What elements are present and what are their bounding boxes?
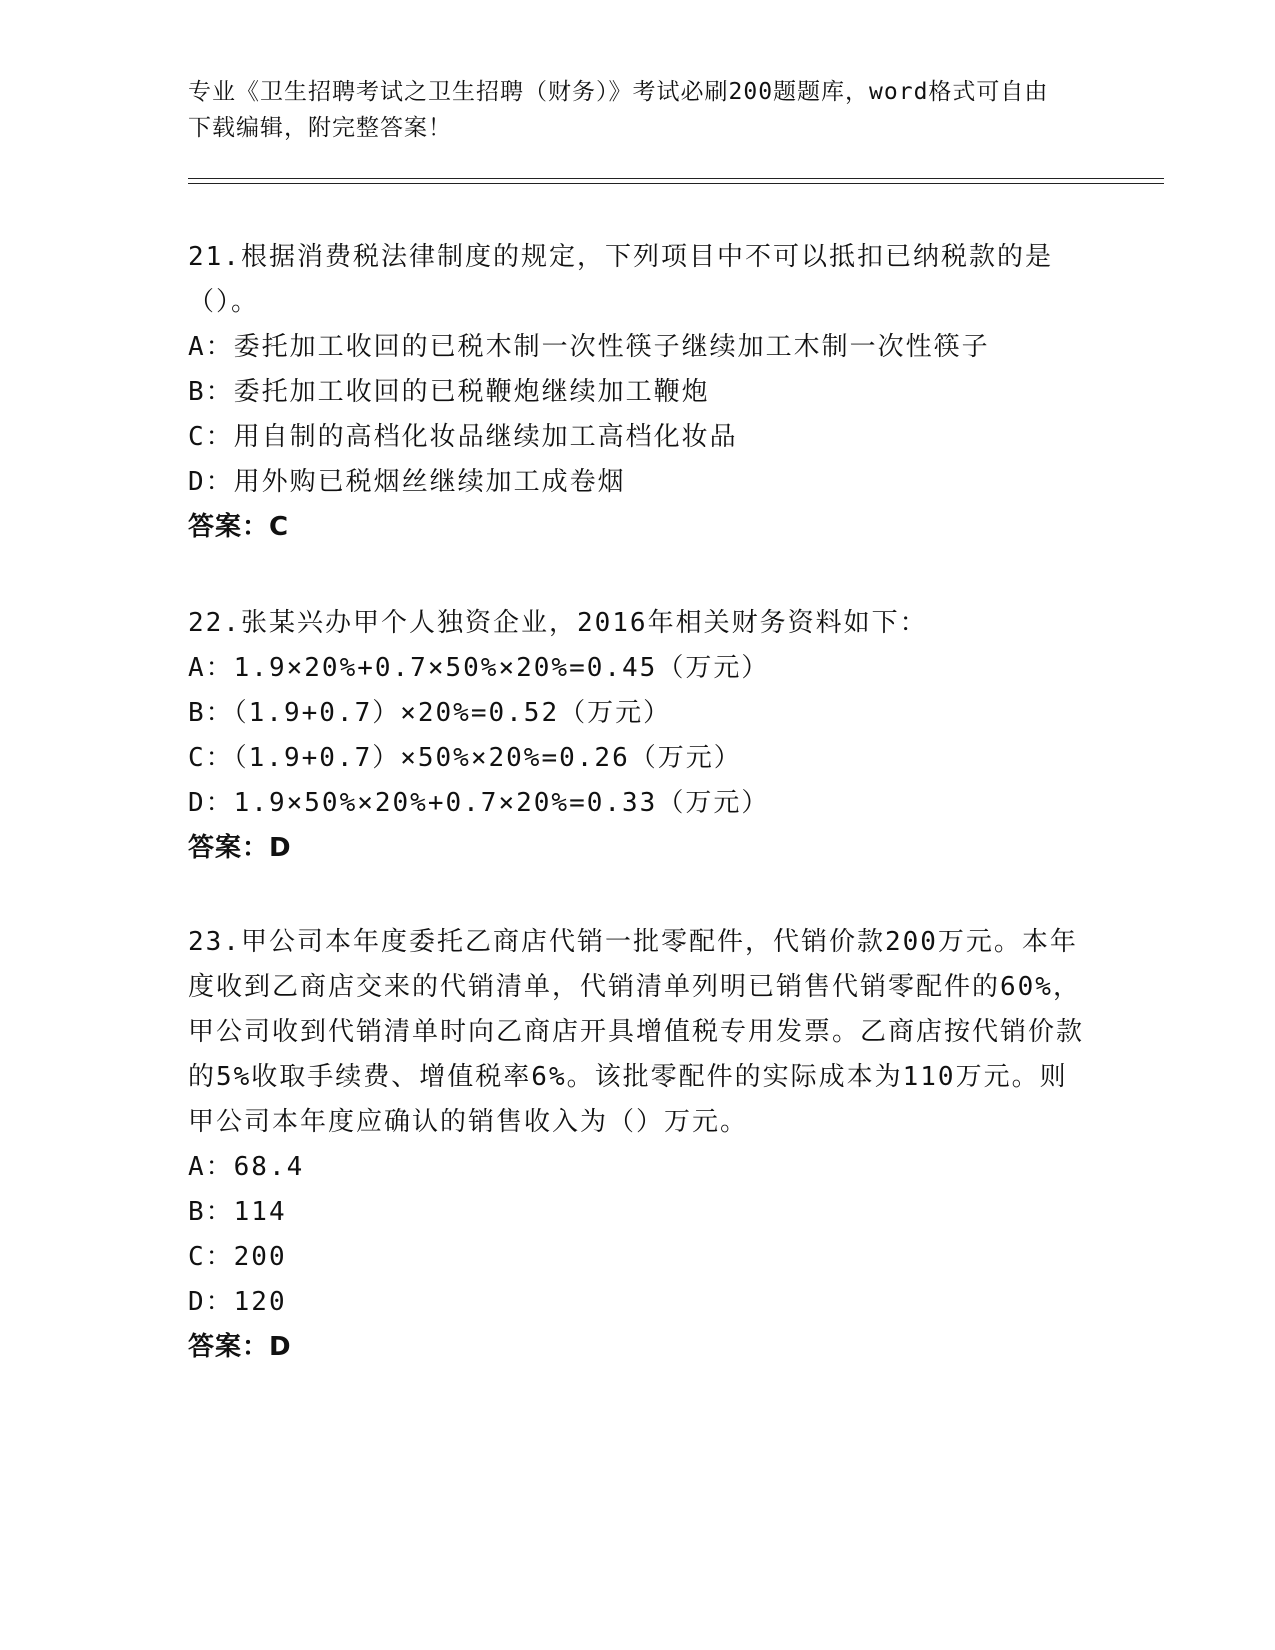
question-stem: 21.根据消费税法律制度的规定，下列项目中不可以抵扣已纳税款的是（）。 (188, 242, 1053, 317)
answer-label: 答案：D (188, 1332, 292, 1362)
question-stem: 22.张某兴办甲个人独资企业，2016年相关财务资料如下： (188, 608, 928, 638)
option-b: B：（1.9+0.7）×20%=0.52（万元） (188, 698, 672, 728)
answer-label: 答案：C (188, 512, 290, 542)
option-a: A：68.4 (188, 1152, 305, 1182)
answer-label: 答案：D (188, 833, 292, 863)
option-c: C：（1.9+0.7）×50%×20%=0.26（万元） (188, 743, 742, 773)
option-c: C：200 (188, 1242, 287, 1272)
option-c: C：用自制的高档化妆品继续加工高档化妆品 (188, 422, 738, 452)
question-22 (188, 601, 1088, 871)
question-23 (188, 920, 1088, 1370)
question-21 (188, 235, 1088, 550)
option-d: D：1.9×50%×20%+0.7×20%=0.33（万元） (188, 788, 770, 818)
header-divider-bottom (188, 183, 1164, 184)
option-d: D：120 (188, 1287, 287, 1317)
option-a: A：委托加工收回的已税木制一次性筷子继续加工木制一次性筷子 (188, 332, 990, 362)
document-header: 专业《卫生招聘考试之卫生招聘（财务）》考试必刷200题题库，word格式可自由下载编辑，附完整答案！ (188, 79, 1049, 141)
option-b: B：114 (188, 1197, 287, 1227)
option-a: A：1.9×20%+0.7×50%×20%=0.45（万元） (188, 653, 770, 683)
question-stem: 23.甲公司本年度委托乙商店代销一批零配件，代销价款200万元。本年度收到乙商店交来的代销清单，代销清单列明已销售代销零配件的60%，甲公司收到代销清单时向乙商店开具增值税专用发票。乙商店按代销价款的5%收取手续费、增值税率6%。该批零配件的实际成本为110万元。则甲公司本年度应确认的销售收入为（）万元。 (188, 927, 1085, 1137)
option-d: D：用外购已税烟丝继续加工成卷烟 (188, 467, 626, 497)
option-b: B：委托加工收回的已税鞭炮继续加工鞭炮 (188, 377, 710, 407)
header-divider-top (188, 178, 1164, 179)
